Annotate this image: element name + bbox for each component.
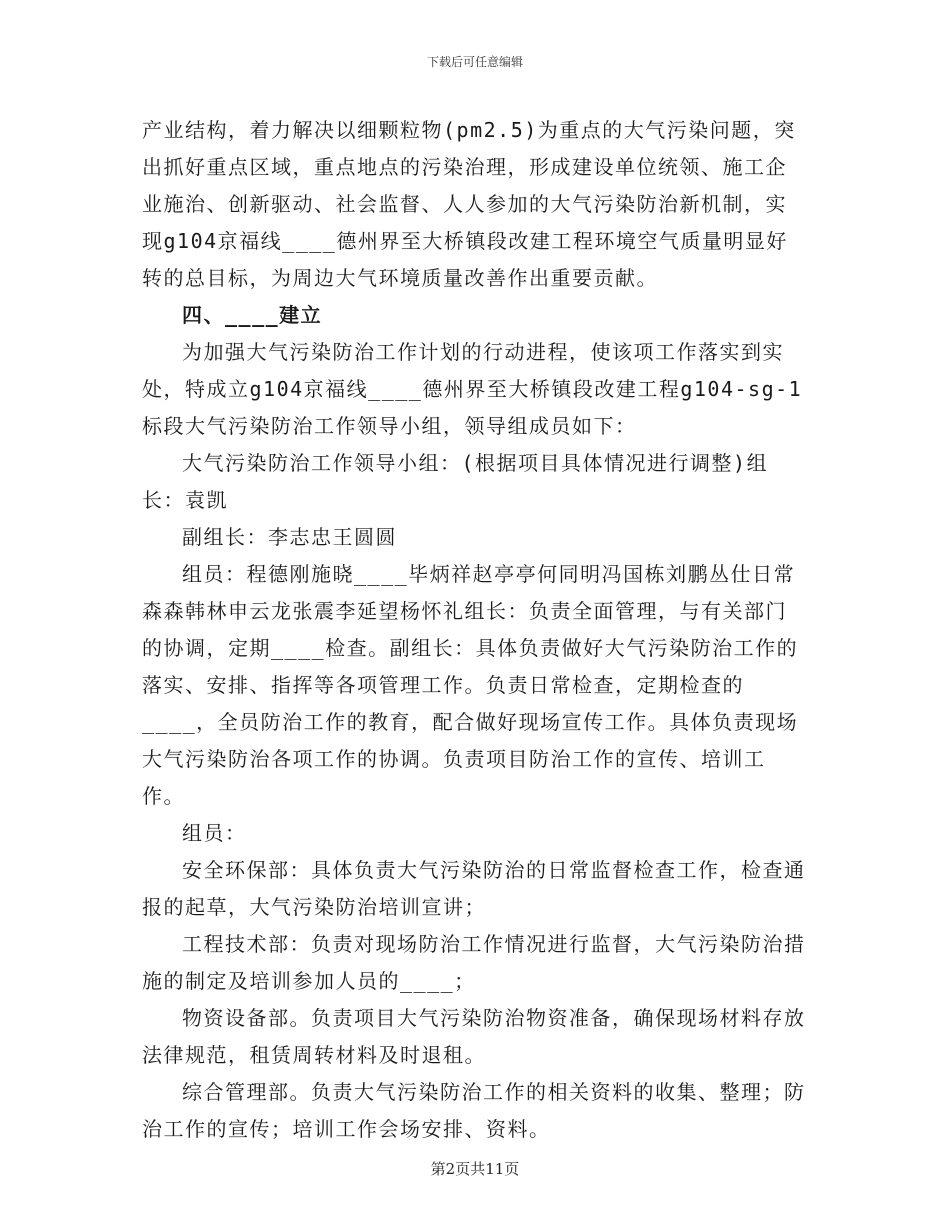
paragraph-establish-group: 为加强大气污染防治工作计划的行动进程，使该项工作落实到实处，特成立g104京福线____德州界至大桥镇段改建工程g104-sg-1标段大气污染防治工作领导小组，领导组成员如下： [142, 340, 803, 438]
paragraph-leading-group: 大气污染防治工作领导小组：(根据项目具体情况进行调整)组长：袁凯 [142, 451, 769, 512]
paragraph-industry-structure: 产业结构，着力解决以细颗粒物(pm2.5)为重点的大气污染问题，突出抓好重点区域，重点地点的污染治理，形成建设单位统领、施工企业施治、创新驱动、社会监督、人人参加的大气污染防治新机制，实现g104京福线____德州界至大桥镇段改建工程环境空气质量明显好转的总目标，为周边大气环境质量改善作出重要贡献。 [142, 118, 796, 290]
section-heading: 四、____建立 [182, 303, 323, 327]
paragraph-members-label: 组员： [182, 821, 247, 845]
document-body [142, 112, 806, 1148]
paragraph-safety-dept: 安全环保部：具体负责大气污染防治的日常监督检查工作，检查通报的起草，大气污染防治培训宣讲； [142, 858, 806, 919]
paragraph-materials-dept: 物资设备部。负责项目大气污染防治物资准备，确保现场材料存放法律规范，租赁周转材料及时退租。 [142, 1006, 806, 1067]
page-number: 第2页共11页 [430, 1160, 520, 1178]
paragraph-engineering-dept: 工程技术部：负责对现场防治工作情况进行监督，大气污染防治措施的制定及培训参加人员的____； [142, 932, 806, 993]
paragraph-admin-dept: 综合管理部。负责大气污染防治工作的相关资料的收集、整理；防治工作的宣传；培训工作会场安排、资料。 [142, 1080, 806, 1141]
paragraph-deputy-leaders: 副组长：李志忠王圆圆 [182, 525, 397, 549]
page-header-note: 下载后可任意编辑 [426, 55, 523, 69]
paragraph-members-duties: 组员：程德刚施晓____毕炳祥赵亭亭何同明冯国栋刘鹏丛仕日常森森韩林申云龙张震李延望杨怀礼组长：负责全面管理，与有关部门的协调，定期____检查。副组长：具体负责做好大气污染防治工作的落实、安排、指挥等各项管理工作。负责日常检查，定期检查的____，全员防治工作的教育，配合做好现场宣传工作。具体负责现场大气污染防治各项工作的协调。负责项目防治工作的宣传、培训工作。 [142, 562, 799, 808]
